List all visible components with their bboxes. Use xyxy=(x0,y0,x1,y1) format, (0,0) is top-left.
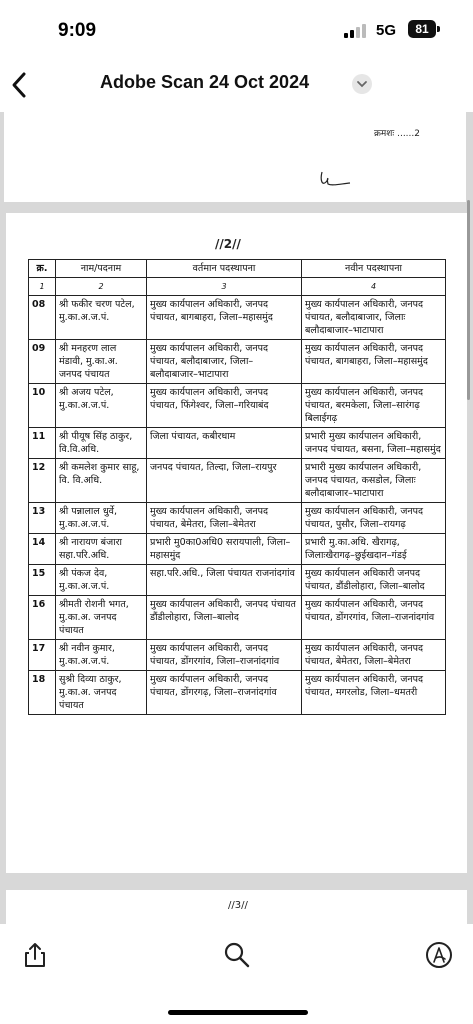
new-posting-cell: प्रभारी मुख्य कार्यपालन अधिकारी, जनपद पंचायत, बसना, जिला–महासमुंद xyxy=(302,428,446,459)
search-icon xyxy=(222,940,252,970)
name-cell: सुश्री दिव्या ठाकुर, मु.का.अ. जनपद पंचायत xyxy=(56,671,147,715)
scrollbar[interactable] xyxy=(467,200,470,400)
table-row xyxy=(29,296,446,340)
current-posting-cell: मुख्य कार्यपालन अधिकारी, जनपद पंचायत, फिंगेश्वर, जिला–गरियाबंद xyxy=(147,384,302,428)
new-posting-cell: मुख्य कार्यपालन अधिकारी, जनपद पंचायत, डोंगरगांव, जिला–राजनांदगांव xyxy=(302,596,446,640)
header-cell: नवीन पदस्थापना xyxy=(302,260,446,278)
network-type: 5G xyxy=(376,22,397,39)
status-bar xyxy=(0,0,473,62)
new-posting-cell: मुख्य कार्यपालन अधिकारी, जनपद पंचायत, मगरलोड, जिला–धमतरी xyxy=(302,671,446,715)
name-cell: श्री कमलेश कुमार साहू, वि. वि.अधि. xyxy=(56,459,147,503)
back-button[interactable] xyxy=(8,68,32,102)
page-number: //2// xyxy=(215,237,241,251)
document-title[interactable]: Adobe Scan 24 Oct 2024 xyxy=(100,72,310,92)
current-posting-cell: मुख्य कार्यपालन अधिकारी, जनपद पंचायत, बलौदाबाजार, जिला–बलौदाबाजार–भाटापारा xyxy=(147,340,302,384)
table-row xyxy=(29,534,446,565)
status-time: 9:09 xyxy=(58,20,97,41)
acrobat-icon xyxy=(424,940,454,970)
table-row xyxy=(29,565,446,596)
scan-page-1 xyxy=(4,112,466,202)
current-posting-cell: मुख्य कार्यपालन अधिकारी, जनपद पंचायत, बेमेतरा, जिला–बेमेतरा xyxy=(147,503,302,534)
table-row xyxy=(29,503,446,534)
home-indicator[interactable] xyxy=(168,1010,308,1015)
current-posting-cell: मुख्य कार्यपालन अधिकारी, जनपद पंचायत, बागबाहरा, जिला–महासमुंद xyxy=(147,296,302,340)
row-number: 13 xyxy=(29,503,56,534)
nav-bar xyxy=(0,62,473,112)
row-number: 11 xyxy=(29,428,56,459)
row-number: 12 xyxy=(29,459,56,503)
bottom-toolbar xyxy=(0,924,473,1024)
new-posting-cell: मुख्य कार्यपालन अधिकारी, जनपद पंचायत, बरमकेला, जिला–सारंगढ़ बिलाईगढ़ xyxy=(302,384,446,428)
name-cell: श्रीमती रोशनी भगत, मु.का.अ. जनपद पंचायत xyxy=(56,596,147,640)
new-posting-cell: मुख्य कार्यपालन अधिकारी, जनपद पंचायत, बलौदाबाजार, जिलाः बलौदाबाजार–भाटापारा xyxy=(302,296,446,340)
table-row xyxy=(29,640,446,671)
acrobat-button[interactable] xyxy=(424,940,454,970)
header-cell: नाम/पदनाम xyxy=(56,260,147,278)
chevron-down-icon xyxy=(352,74,372,94)
row-number: 14 xyxy=(29,534,56,565)
subheader-cell: 3 xyxy=(147,278,302,296)
row-number: 09 xyxy=(29,340,56,384)
battery-icon xyxy=(408,20,436,38)
row-number: 08 xyxy=(29,296,56,340)
table-row xyxy=(29,459,446,503)
continued-note: क्रमशः ......2 xyxy=(374,129,420,139)
subheader-cell: 4 xyxy=(302,278,446,296)
page-number: //3// xyxy=(228,900,248,911)
row-number: 10 xyxy=(29,384,56,428)
current-posting-cell: मुख्य कार्यपालन अधिकारी, जनपद पंचायत, डोंगरगढ़, जिला–राजनांदगांव xyxy=(147,671,302,715)
share-button[interactable] xyxy=(20,940,50,970)
table-row xyxy=(29,428,446,459)
row-number: 17 xyxy=(29,640,56,671)
share-icon xyxy=(20,940,50,970)
current-posting-cell: सहा.परि.अधि., जिला पंचायत राजनांदगांव xyxy=(147,565,302,596)
cellular-signal-icon xyxy=(344,24,366,38)
new-posting-cell: मुख्य कार्यपालन अधिकारी, जनपद पंचायत, पुसौर, जिला–रायगढ़ xyxy=(302,503,446,534)
row-number: 18 xyxy=(29,671,56,715)
battery-level: 81 xyxy=(415,22,429,36)
table-row xyxy=(29,340,446,384)
row-number: 15 xyxy=(29,565,56,596)
name-cell: श्री फकीर चरण पटेल, मु.का.अ.ज.पं. xyxy=(56,296,147,340)
current-posting-cell: मुख्य कार्यपालन अधिकारी, जनपद पंचायत डौंडीलोहारा, जिला–बालोद xyxy=(147,596,302,640)
name-cell: श्री पीयूष सिंह ठाकुर, वि.वि.अधि. xyxy=(56,428,147,459)
name-cell: श्री नवीन कुमार, मु.का.अ.ज.पं. xyxy=(56,640,147,671)
subheader-cell: 2 xyxy=(56,278,147,296)
table-row xyxy=(29,384,446,428)
name-cell: श्री अजय पटेल, मु.का.अ.ज.पं. xyxy=(56,384,147,428)
name-cell: श्री पंकज देव, मु.का.अ.ज.पं. xyxy=(56,565,147,596)
chevron-left-icon xyxy=(8,68,32,102)
transfer-table xyxy=(28,259,446,715)
signature-mark xyxy=(316,168,366,190)
table-row xyxy=(29,596,446,640)
new-posting-cell: मुख्य कार्यपालन अधिकारी, जनपद पंचायत, बागबाहरा, जिला–महासमुंद xyxy=(302,340,446,384)
title-menu-button[interactable] xyxy=(352,74,372,94)
new-posting-cell: प्रभारी मु.का.अधि. खैरागढ़, जिलाःखैरागढ़–छुईखदान–गंडई xyxy=(302,534,446,565)
new-posting-cell: मुख्य कार्यपालन अधिकारी जनपद पंचायत, डौंडीलोहारा, जिला–बालोद xyxy=(302,565,446,596)
header-cell: वर्तमान पदस्थापना xyxy=(147,260,302,278)
current-posting-cell: जनपद पंचायत, तिल्दा, जिला–रायपुर xyxy=(147,459,302,503)
name-cell: श्री नारायण बंजारा सहा.परि.अधि. xyxy=(56,534,147,565)
row-number: 16 xyxy=(29,596,56,640)
new-posting-cell: मुख्य कार्यपालन अधिकारी, जनपद पंचायत, बेमेतरा, जिला–बेमेतरा xyxy=(302,640,446,671)
scan-page-2 xyxy=(6,213,467,873)
current-posting-cell: मुख्य कार्यपालन अधिकारी, जनपद पंचायत, डोंगरगांव, जिला–राजनांदगांव xyxy=(147,640,302,671)
table-header-row xyxy=(29,260,446,278)
subheader-cell: 1 xyxy=(29,278,56,296)
name-cell: श्री मनहरण लाल मंडावी, मु.का.अ. जनपद पंचायत xyxy=(56,340,147,384)
table-subheader-row xyxy=(29,278,446,296)
search-button[interactable] xyxy=(222,940,252,970)
table-row xyxy=(29,671,446,715)
name-cell: श्री पन्नालाल धुर्वे, मु.का.अ.ज.पं. xyxy=(56,503,147,534)
current-posting-cell: जिला पंचायत, कबीरधाम xyxy=(147,428,302,459)
new-posting-cell: प्रभारी मुख्य कार्यपालन अधिकारी, जनपद पंचायत, कसडोल, जिलाः बलौदाबाजार–भाटापारा xyxy=(302,459,446,503)
document-viewer[interactable] xyxy=(0,112,473,924)
header-cell: क्र. xyxy=(29,260,56,278)
current-posting-cell: प्रभारी मु0का0अधि0 सरायपाली, जिला–महासमुंद xyxy=(147,534,302,565)
